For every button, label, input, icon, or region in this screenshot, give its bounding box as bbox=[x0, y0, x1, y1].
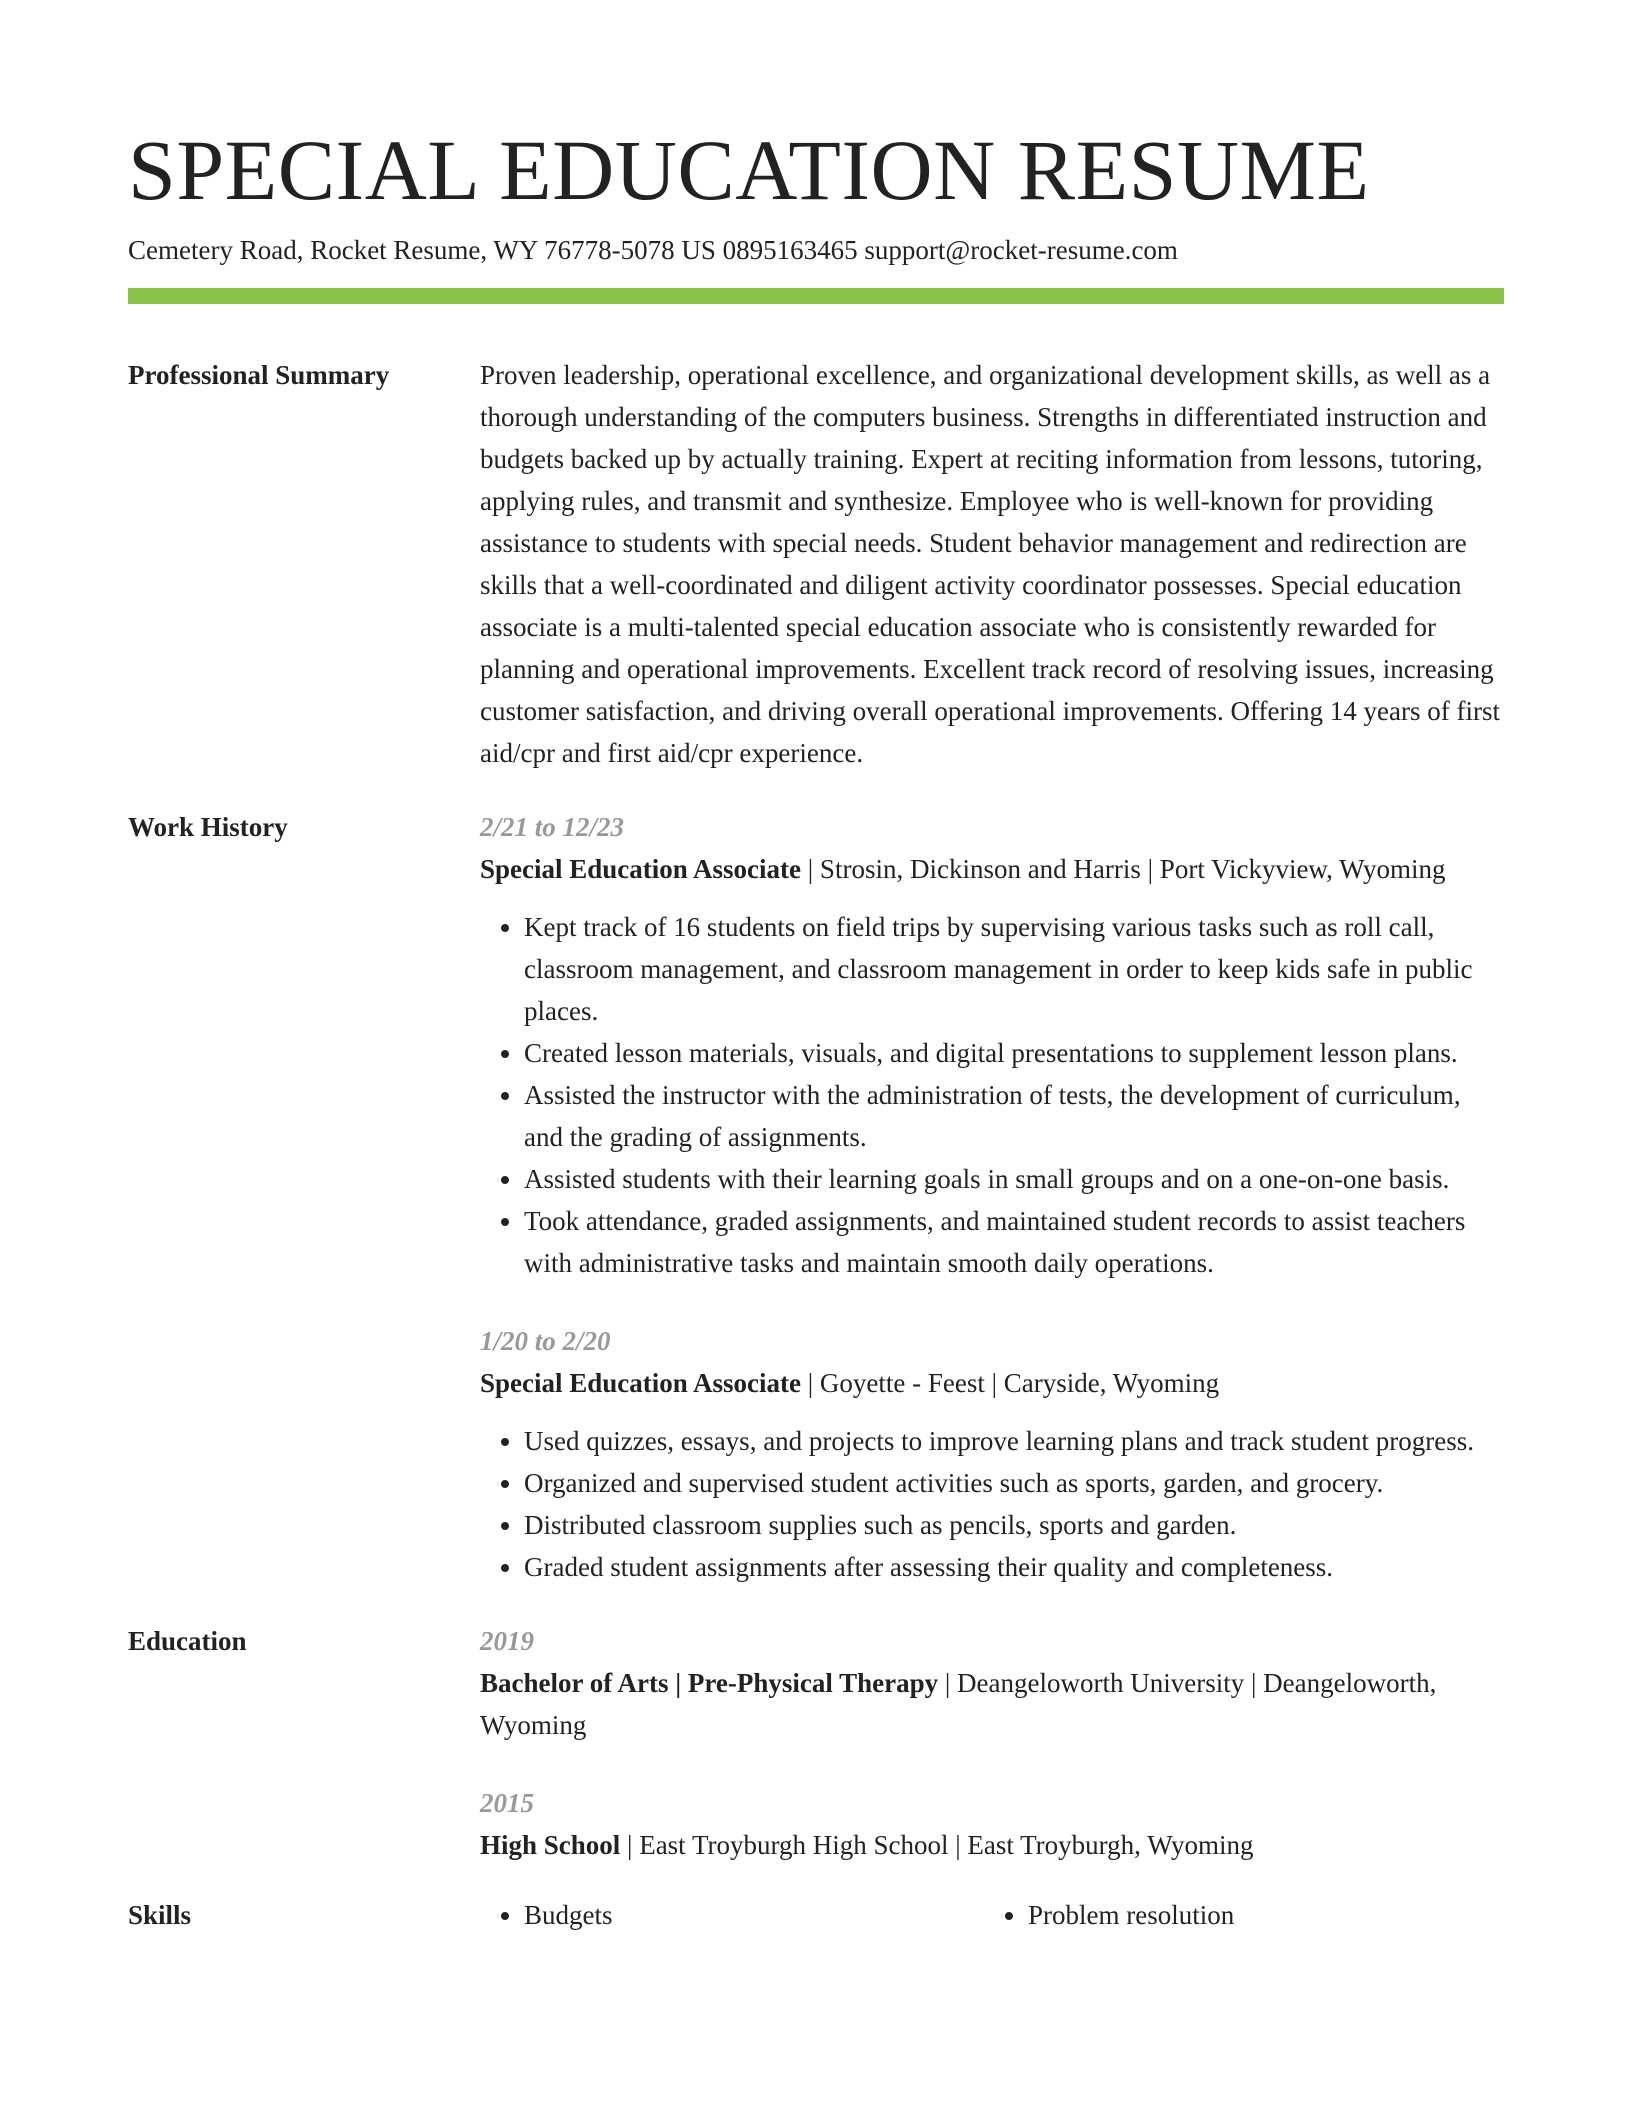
job-bullets bbox=[480, 1420, 1504, 1588]
summary-section bbox=[128, 354, 1504, 774]
education-entry bbox=[480, 1620, 1504, 1746]
degree-name: Bachelor of Arts | Pre-Physical Therapy bbox=[480, 1668, 939, 1698]
education-entry bbox=[480, 1782, 1504, 1866]
list-item: • Kept track of 16 students on field trips by supervising various tasks such as roll call, classroom management, and classroom management in order to keep kids safe in public places. bbox=[524, 906, 1504, 1032]
section-label-education: Education bbox=[128, 1626, 247, 1656]
education-heading bbox=[480, 1824, 1504, 1866]
list-item: • Assisted the instructor with the administration of tests, the development of curriculum, and the grading of assignments. bbox=[524, 1074, 1504, 1158]
section-label-summary: Professional Summary bbox=[128, 360, 390, 390]
job-entry bbox=[480, 806, 1504, 1284]
work-history-body bbox=[480, 806, 1504, 1588]
skills-column-1 bbox=[480, 1894, 984, 1936]
job-heading bbox=[480, 1362, 1504, 1404]
job-title: Special Education Associate bbox=[480, 854, 802, 884]
list-item: • Organized and supervised student activities such as sports, garden, and grocery. bbox=[524, 1462, 1504, 1504]
job-bullets bbox=[480, 906, 1504, 1284]
resume-title: SPECIAL EDUCATION RESUME bbox=[128, 122, 1370, 218]
education-section bbox=[128, 1620, 1504, 1866]
job-heading bbox=[480, 848, 1504, 890]
education-heading bbox=[480, 1662, 1504, 1746]
skill-item: • Budgets bbox=[524, 1894, 984, 1936]
list-item: • Assisted students with their learning goals in small groups and on a one-on-one basis. bbox=[524, 1158, 1504, 1200]
skills-section bbox=[128, 1894, 1504, 1936]
education-body bbox=[480, 1620, 1504, 1866]
list-item: • Used quizzes, essays, and projects to improve learning plans and track student progress. bbox=[524, 1420, 1504, 1462]
skills-grid bbox=[480, 1894, 1504, 1936]
education-year: 2015 bbox=[480, 1788, 534, 1818]
list-item: • Graded student assignments after assessing their quality and completeness. bbox=[524, 1546, 1504, 1588]
job-details: | Goyette - Feest | Caryside, Wyoming bbox=[801, 1368, 1220, 1398]
skills-column-2 bbox=[984, 1894, 1488, 1936]
list-item: • Distributed classroom supplies such as pencils, sports and garden. bbox=[524, 1504, 1504, 1546]
contact-line: Cemetery Road, Rocket Resume, WY 76778-5078 US 0895163465 support@rocket-resume.com bbox=[128, 235, 1178, 265]
job-details: | Strosin, Dickinson and Harris | Port Vickyview, Wyoming bbox=[801, 854, 1446, 884]
resume-page bbox=[128, 120, 1504, 1936]
section-label-work: Work History bbox=[128, 812, 288, 842]
job-entry bbox=[480, 1320, 1504, 1588]
education-year: 2019 bbox=[480, 1626, 534, 1656]
section-label-skills: Skills bbox=[128, 1900, 192, 1930]
list-item: • Took attendance, graded assignments, and maintained student records to assist teachers with administrative tasks and maintain smooth daily operations. bbox=[524, 1200, 1504, 1284]
job-dates: 2/21 to 12/23 bbox=[480, 812, 625, 842]
skills-body bbox=[480, 1894, 1504, 1936]
work-history-section bbox=[128, 806, 1504, 1588]
degree-name: High School bbox=[480, 1830, 621, 1860]
job-title: Special Education Associate bbox=[480, 1368, 802, 1398]
summary-text: Proven leadership, operational excellence, and organizational development skills, as well as a thorough understanding of the computers business. Strengths in differentiated instruction and budgets backed up by actually training. Expert at reciting information from lessons, tutoring, applying rules, and transmit and synthesize. Employee who is well-known for providing assistance to students with special needs. Student behavior management and redirection are skills that a well-coordinated and diligent activity coordinator possesses. Special education associate is a multi-talented special education associate who is consistently rewarded for planning and operational improvements. Excellent track record of resolving issues, increasing customer satisfaction, and driving overall operational improvements. Offering 14 years of first aid/cpr and first aid/cpr experience. bbox=[480, 360, 1500, 768]
accent-divider bbox=[128, 288, 1504, 304]
school-details: | Deangeloworth University | Deangeloworth, Wyoming bbox=[480, 1668, 1437, 1740]
school-details: | East Troyburgh High School | East Troyburgh, Wyoming bbox=[620, 1830, 1254, 1860]
list-item: • Created lesson materials, visuals, and digital presentations to supplement lesson plans. bbox=[524, 1032, 1504, 1074]
job-dates: 1/20 to 2/20 bbox=[480, 1326, 611, 1356]
skill-item: • Problem resolution bbox=[1028, 1894, 1488, 1936]
